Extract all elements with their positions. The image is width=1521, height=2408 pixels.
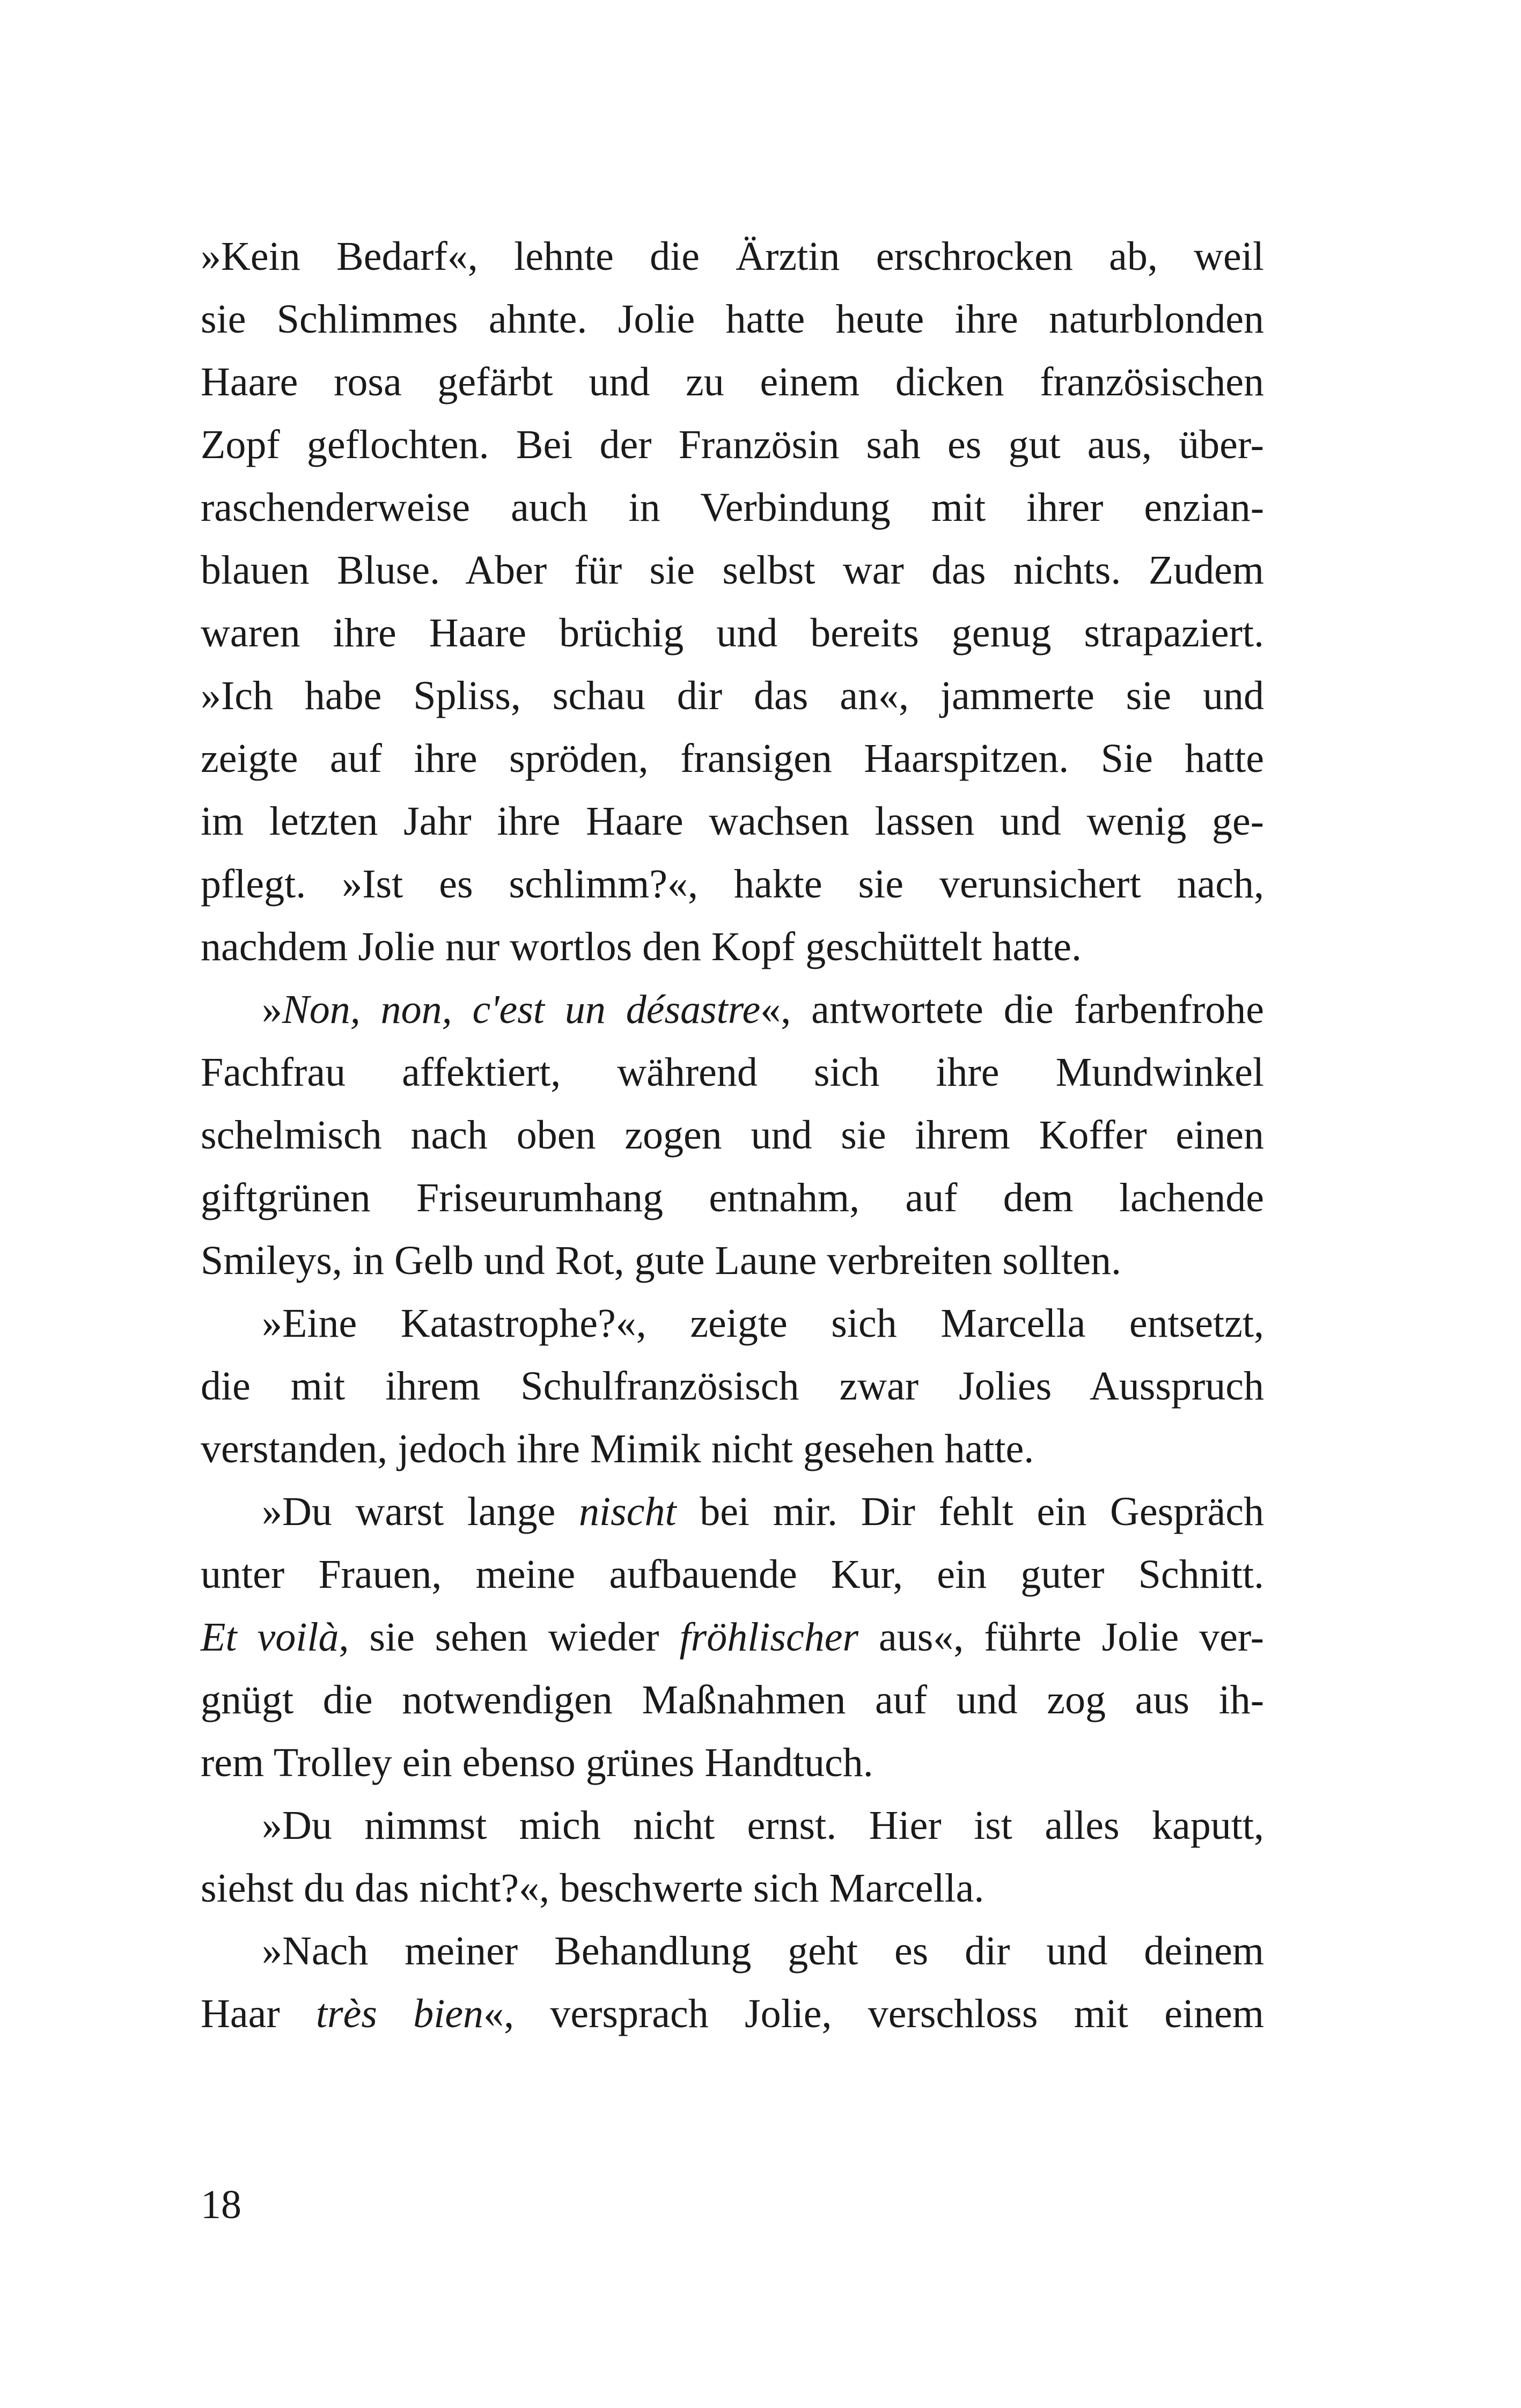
italic-phrase: Et voilà (201, 1615, 339, 1660)
text-line (201, 1481, 1264, 1543)
text-run: Haare rosa gefärbt und zu einem dicken französischen (201, 359, 1264, 404)
body-text (201, 225, 1264, 2045)
text-line (201, 1606, 1264, 1669)
text-run: im letzten Jahr ihre Haare wachsen lassen und wenig ge- (201, 799, 1264, 844)
text-run: aus«, führte Jolie ver- (858, 1615, 1264, 1660)
paragraph (201, 225, 1264, 978)
text-run: «, versprach Jolie, verschloss mit einem (483, 1991, 1264, 2036)
text-line (201, 1104, 1264, 1167)
text-line (201, 351, 1264, 414)
text-line (201, 1920, 1264, 1983)
text-line (201, 853, 1264, 916)
text-run: rem Trolley ein ebenso grünes Handtuch. (201, 1740, 873, 1785)
text-line (201, 1983, 1264, 2045)
paragraph (201, 978, 1264, 1292)
text-line (201, 1418, 1264, 1481)
text-run: verstanden, jedoch ihre Mimik nicht gesehen hatte. (201, 1426, 1034, 1471)
paragraph (201, 1481, 1264, 1794)
text-run: »Du warst lange (262, 1489, 579, 1534)
text-line (201, 476, 1264, 539)
text-line (201, 539, 1264, 602)
text-run: unter Frauen, meine aufbauende Kur, ein guter Schnitt. (201, 1552, 1264, 1597)
text-line (201, 414, 1264, 476)
italic-phrase: nischt (579, 1489, 677, 1534)
text-line (201, 1292, 1264, 1355)
text-run: «, antwortete die farbenfrohe (760, 987, 1265, 1032)
text-run: bei mir. Dir fehlt ein Gespräch (676, 1489, 1264, 1534)
text-run: »Ich habe Spliss, schau dir das an«, jammerte sie und (201, 673, 1264, 718)
italic-phrase: très bien (315, 1991, 484, 2036)
text-run: siehst du das nicht?«, beschwerte sich Marcella. (201, 1866, 984, 1911)
paragraph (201, 1794, 1264, 1920)
text-line (201, 1167, 1264, 1229)
text-line (201, 225, 1264, 288)
text-run: , sie sehen wieder (339, 1615, 680, 1660)
text-run: Zopf geflochten. Bei der Französin sah es gut aus, über- (201, 422, 1264, 467)
text-line (201, 1543, 1264, 1606)
text-run: Smileys, in Gelb und Rot, gute Laune verbreiten sollten. (201, 1238, 1122, 1283)
text-run: »Du nimmst mich nicht ernst. Hier ist alles kaputt, (262, 1803, 1264, 1848)
text-run: raschenderweise auch in Verbindung mit ihrer enzian- (201, 485, 1264, 530)
text-run: giftgrünen Friseurumhang entnahm, auf dem lachende (201, 1175, 1264, 1220)
text-run: Haar (201, 1991, 316, 2036)
text-line (201, 916, 1264, 978)
text-line (201, 727, 1264, 790)
text-run: »Kein Bedarf«, lehnte die Ärztin erschrocken ab, weil (201, 234, 1264, 279)
page-number: 18 (201, 2182, 241, 2227)
text-run: gnügt die notwendigen Maßnahmen auf und zog aus ih- (201, 1677, 1264, 1722)
text-run: sie Schlimmes ahnte. Jolie hatte heute ihre naturblonden (201, 297, 1264, 342)
text-line (201, 1732, 1264, 1794)
italic-phrase: fröhlischer (679, 1615, 859, 1660)
text-line (201, 1794, 1264, 1857)
text-line (201, 602, 1264, 665)
text-run: » (262, 987, 282, 1032)
text-run: nachdem Jolie nur wortlos den Kopf geschüttelt hatte. (201, 924, 1082, 969)
text-run: blauen Bluse. Aber für sie selbst war das nichts. Zudem (201, 548, 1264, 593)
text-line (201, 1857, 1264, 1920)
text-run: zeigte auf ihre spröden, fransigen Haarspitzen. Sie hatte (201, 736, 1264, 781)
text-line (201, 1669, 1264, 1732)
text-line (201, 1229, 1264, 1292)
paragraph (201, 1292, 1264, 1481)
text-line (201, 978, 1264, 1041)
text-line (201, 288, 1264, 351)
text-line (201, 1041, 1264, 1104)
italic-phrase: Non, non, c'est un désastre (282, 987, 761, 1032)
text-line (201, 1355, 1264, 1418)
text-line (201, 790, 1264, 853)
text-line (201, 665, 1264, 727)
text-run: waren ihre Haare brüchig und bereits genug strapaziert. (201, 610, 1264, 656)
text-run: »Nach meiner Behandlung geht es dir und deinem (262, 1928, 1264, 1973)
text-run: »Eine Katastrophe?«, zeigte sich Marcella entsetzt, (262, 1301, 1264, 1346)
text-run: die mit ihrem Schulfranzösisch zwar Jolies Ausspruch (201, 1364, 1264, 1409)
text-run: pflegt. »Ist es schlimm?«, hakte sie verunsichert nach, (201, 861, 1264, 907)
text-run: schelmisch nach oben zogen und sie ihrem Koffer einen (201, 1113, 1264, 1158)
text-run: Fachfrau affektiert, während sich ihre Mundwinkel (201, 1050, 1264, 1095)
paragraph (201, 1920, 1264, 2045)
